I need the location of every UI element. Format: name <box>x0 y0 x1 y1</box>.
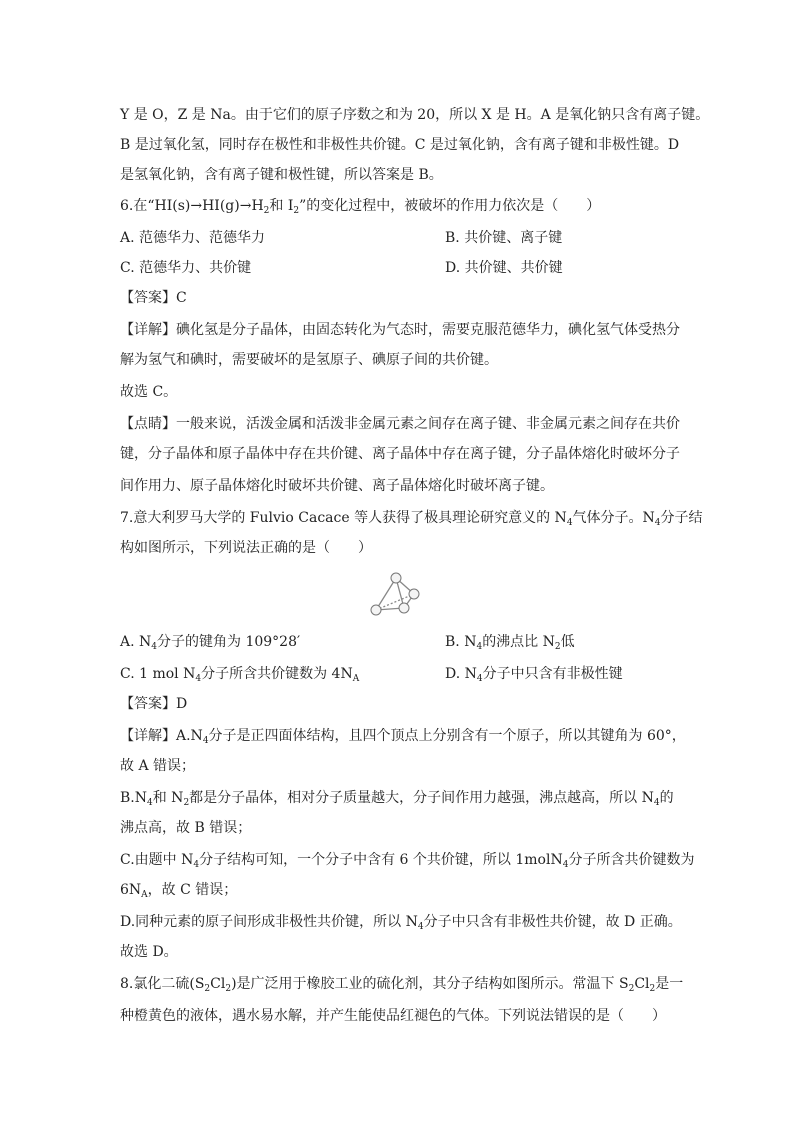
q7-detail-line: 【详解】$A.N_4$分子是正四面体结构，且四个顶点上分别含有一个原子，所以其键角为 60°， <box>120 728 686 746</box>
question-7-stem: 7.意大利罗马大学的 Fulvio Cacace 等人获得了极具理论研究意义的 $N_4$气体分子。$N_4$分子结 <box>120 510 703 528</box>
question-6-stem: 6.在“$HI(s)\to HI(g)\to H_2$和 $I_2$”的变化过程中，被破坏的作用力依次是（ ） <box>120 198 601 216</box>
q6-tip-line: 【点睛】一般来说，活泼金属和活泼非金属元素之间存在离子键、非金属元素之间存在共价 <box>120 416 680 432</box>
q7-option-d: D. $N_4$分子中只含有非极性键 <box>445 666 623 684</box>
q7-option-b: B. $N_4$的沸点比 $N_2$低 <box>445 634 575 652</box>
q6-option-a: A. 范德华力、范德华力 <box>120 230 266 246</box>
q6-detail-line: 解为氢气和碘时，需要破坏的是氢原子、碘原子间的共价键。 <box>120 352 498 368</box>
q6-detail-line: 【详解】碘化氢是分子晶体，由固态转化为气态时，需要克服范德华力，碘化氢气体受热分 <box>120 322 680 338</box>
q7-answer: 【答案】D <box>120 696 188 712</box>
q7-detail-line: $B.N_4$和 $N_2$都是分子晶体，相对分子质量越大，分子间作用力越强，沸点越高，所以 $N_4$的 <box>120 790 674 808</box>
q6-tip-line: 键，分子晶体和原子晶体中存在共价键、离子晶体中存在离子键，分子晶体熔化时破坏分子 <box>120 446 680 462</box>
q7-option-a: A. $N_4$分子的键角为 109°28′ <box>120 634 301 652</box>
q7-conclusion: 故选 D。 <box>120 944 178 960</box>
q7-detail-line: D.同种元素的原子间形成非极性共价键，所以 $N_4$分子中只含有非极性共价键，故 D 正确。 <box>120 914 682 932</box>
question-8-stem: 种橙黄色的液体，遇水易水解，并产生能使品红褪色的气体。下列说法错误的是（ ） <box>120 1008 666 1024</box>
q7-detail-line: $6N_A$，故 C 错误； <box>120 882 238 900</box>
q7-detail-line: C.由题中 $N_4$分子结构可知，一个分子中含有 6 个共价键，所以 1molN$_4$分子所含共价键数为 <box>120 852 695 870</box>
q6-answer: 【答案】C <box>120 290 187 306</box>
q6-option-d: D. 共价键、共价键 <box>445 260 563 276</box>
q6-tip-line: 间作用力、原子晶体熔化时破坏共价键、离子晶体熔化时破坏离子键。 <box>120 478 554 494</box>
q7-option-c: C. 1 mol $N_4$分子所含共价键数为 $4N_A$ <box>120 666 360 684</box>
q7-detail-line: 沸点高，故 B 错误； <box>120 820 252 836</box>
q6-conclusion: 故选 C。 <box>120 384 178 400</box>
q7-detail-line: 故 A 错误； <box>120 758 196 774</box>
question-8-stem: 8.氯化二硫$(S_2Cl_2)$是广泛用于橡胶工业的硫化剂，其分子结构如图所示。常温下 $S_2Cl_2$是一 <box>120 976 684 994</box>
prev-explanation-line: B 是过氧化氢，同时存在极性和非极性共价键。C 是过氧化钠，含有离子键和非极性键。D <box>120 137 680 153</box>
q6-option-c: C. 范德华力、共价键 <box>120 260 252 276</box>
prev-explanation-line: 是氢氧化钠，含有离子键和极性键，所以答案是 B。 <box>120 167 443 183</box>
q6-option-b: B. 共价键、离子键 <box>445 230 563 246</box>
prev-explanation-line: Y 是 O，Z 是 Na。由于它们的原子序数之和为 20，所以 X 是 H。A 是氧化钠只含有离子键。 <box>120 107 710 123</box>
question-7-stem: 构如图所示，下列说法正确的是（ ） <box>120 540 372 556</box>
n4-molecule-diagram <box>370 572 426 618</box>
